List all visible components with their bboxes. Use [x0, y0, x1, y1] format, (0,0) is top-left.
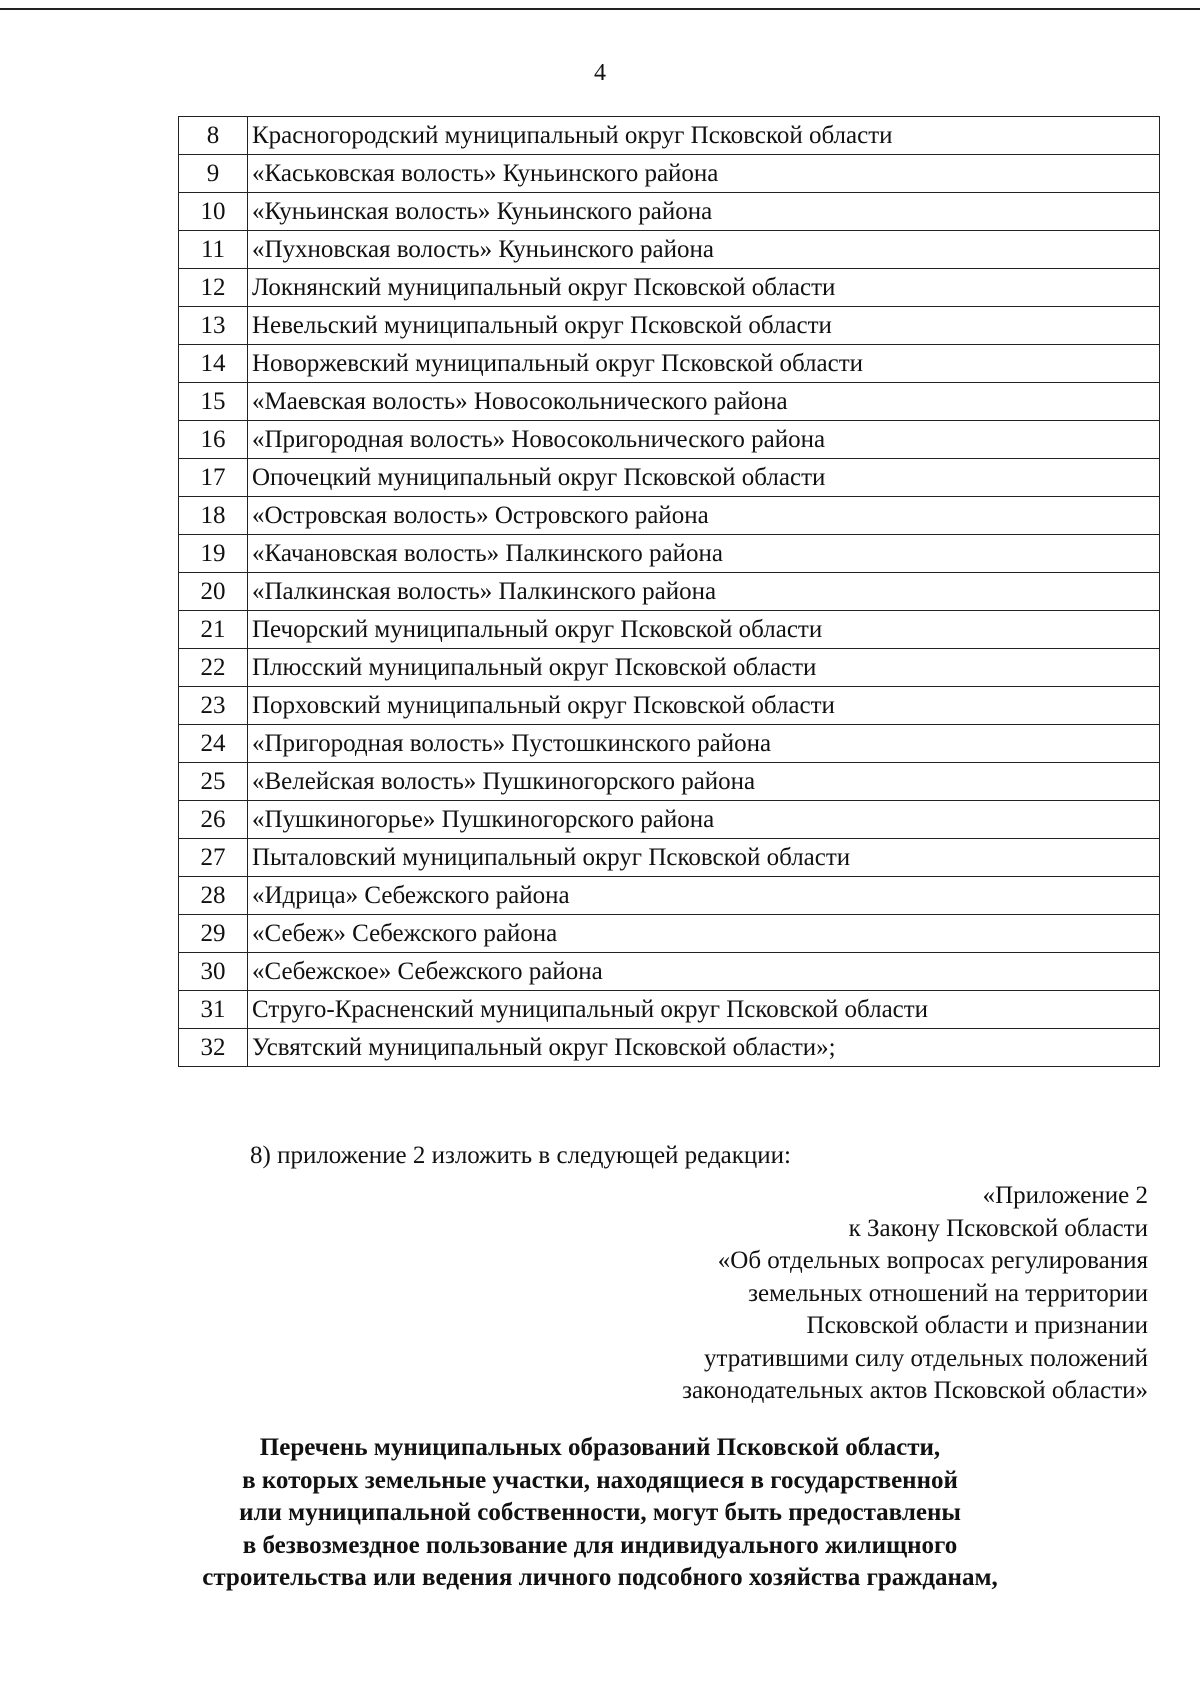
- municipality-name: «Пухновская волость» Куньинского района: [248, 231, 1160, 269]
- appendix-line: утратившими силу отдельных положений: [703, 1344, 1148, 1372]
- municipality-name: Порховский муниципальный округ Псковской области: [248, 687, 1160, 725]
- table-row: [179, 687, 1160, 725]
- row-number: 27: [179, 839, 248, 877]
- table-row: [179, 991, 1160, 1029]
- table-row: [179, 839, 1160, 877]
- page-number: 4: [594, 60, 606, 86]
- table-row: [179, 193, 1160, 231]
- municipality-name: «Пушкиногорье» Пушкиногорского района: [248, 801, 1160, 839]
- municipality-name: Плюсский муниципальный округ Псковской области: [248, 649, 1160, 687]
- appendix-line: «Приложение 2: [982, 1182, 1148, 1209]
- municipality-name: «Идрица» Себежского района: [248, 877, 1160, 915]
- row-number: 13: [179, 307, 248, 345]
- row-number: 9: [179, 155, 248, 193]
- top-rule: [0, 8, 1200, 10]
- row-number: 17: [179, 459, 248, 497]
- row-number: 14: [179, 345, 248, 383]
- row-number: 11: [179, 231, 248, 269]
- heading-line: в безвозмездное пользование для индивидуального жилищного: [242, 1531, 958, 1559]
- municipality-name: «Каськовская волость» Куньинского района: [248, 155, 1160, 193]
- row-number: 26: [179, 801, 248, 839]
- table-row: [179, 155, 1160, 193]
- heading-line: строительства или ведения личного подсобного хозяйства гражданам,: [202, 1564, 998, 1591]
- row-number: 21: [179, 611, 248, 649]
- row-number: 31: [179, 991, 248, 1029]
- list-heading: [0, 1432, 1200, 1595]
- appendix-line: к Закону Псковской области: [848, 1214, 1148, 1242]
- row-number: 16: [179, 421, 248, 459]
- table-row: [179, 725, 1160, 763]
- appendix-line: «Об отдельных вопросах регулирования: [717, 1247, 1148, 1274]
- table-row: [179, 307, 1160, 345]
- row-number: 18: [179, 497, 248, 535]
- municipality-name: «Пригородная волость» Пустошкинского района: [248, 725, 1160, 763]
- municipality-name: «Палкинская волость» Палкинского района: [248, 573, 1160, 611]
- municipality-name: Локнянский муниципальный округ Псковской области: [248, 269, 1160, 307]
- table-row: [179, 915, 1160, 953]
- table-row: [179, 649, 1160, 687]
- row-number: 28: [179, 877, 248, 915]
- row-number: 24: [179, 725, 248, 763]
- table-row: [179, 497, 1160, 535]
- municipality-name: Усвятский муниципальный округ Псковской области»;: [248, 1029, 1160, 1067]
- municipalities-table: [178, 116, 1160, 1067]
- appendix-line: земельных отношений на территории: [748, 1279, 1148, 1307]
- municipality-name: «Пригородная волость» Новосокольнического района: [248, 421, 1160, 459]
- table-row: [179, 383, 1160, 421]
- table-row: [179, 345, 1160, 383]
- table-row: [179, 953, 1160, 991]
- municipality-name: «Куньинская волость» Куньинского района: [248, 193, 1160, 231]
- row-number: 25: [179, 763, 248, 801]
- row-number: 20: [179, 573, 248, 611]
- municipality-name: Невельский муниципальный округ Псковской области: [248, 307, 1160, 345]
- row-number: 29: [179, 915, 248, 953]
- table-row: [179, 1029, 1160, 1067]
- table-row: [179, 611, 1160, 649]
- municipality-name: «Велейская волость» Пушкиногорского района: [248, 763, 1160, 801]
- row-number: 23: [179, 687, 248, 725]
- table-row: [179, 573, 1160, 611]
- row-number: 30: [179, 953, 248, 991]
- municipality-name: «Качановская волость» Палкинского района: [248, 535, 1160, 573]
- heading-line: в которых земельные участки, находящиеся в государственной: [242, 1466, 958, 1494]
- table-row: [179, 117, 1160, 155]
- heading-line: или муниципальной собственности, могут быть предоставлены: [239, 1499, 961, 1526]
- municipality-name: Новоржевский муниципальный округ Псковской области: [248, 345, 1160, 383]
- row-number: 12: [179, 269, 248, 307]
- municipality-name: Опочецкий муниципальный округ Псковской области: [248, 459, 1160, 497]
- table-row: [179, 459, 1160, 497]
- table-row: [179, 763, 1160, 801]
- table-row: [179, 421, 1160, 459]
- table-row: [179, 269, 1160, 307]
- municipality-name: «Островская волость» Островского района: [248, 497, 1160, 535]
- row-number: 19: [179, 535, 248, 573]
- municipality-name: Струго-Красненский муниципальный округ Псковской области: [248, 991, 1160, 1029]
- municipality-name: Печорский муниципальный округ Псковской области: [248, 611, 1160, 649]
- table-row: [179, 801, 1160, 839]
- table-body: [179, 117, 1160, 1067]
- table-row: [179, 877, 1160, 915]
- appendix-caption: [682, 1180, 1148, 1408]
- municipality-name: Пыталовский муниципальный округ Псковской области: [248, 839, 1160, 877]
- row-number: 32: [179, 1029, 248, 1067]
- municipality-name: «Маевская волость» Новосокольнического района: [248, 383, 1160, 421]
- row-number: 8: [179, 117, 248, 155]
- municipality-name: «Себеж» Себежского района: [248, 915, 1160, 953]
- row-number: 10: [179, 193, 248, 231]
- appendix-line: Псковской области и признании: [806, 1312, 1148, 1339]
- amendment-intro: 8) приложение 2 изложить в следующей редакции:: [250, 1142, 791, 1169]
- heading-line: Перечень муниципальных образований Псковской области,: [259, 1434, 941, 1461]
- table-row: [179, 231, 1160, 269]
- municipality-name: Красногородский муниципальный округ Псковской области: [248, 117, 1160, 155]
- row-number: 15: [179, 383, 248, 421]
- municipality-name: «Себежское» Себежского района: [248, 953, 1160, 991]
- appendix-line: законодательных актов Псковской области»: [682, 1377, 1148, 1404]
- table-row: [179, 535, 1160, 573]
- row-number: 22: [179, 649, 248, 687]
